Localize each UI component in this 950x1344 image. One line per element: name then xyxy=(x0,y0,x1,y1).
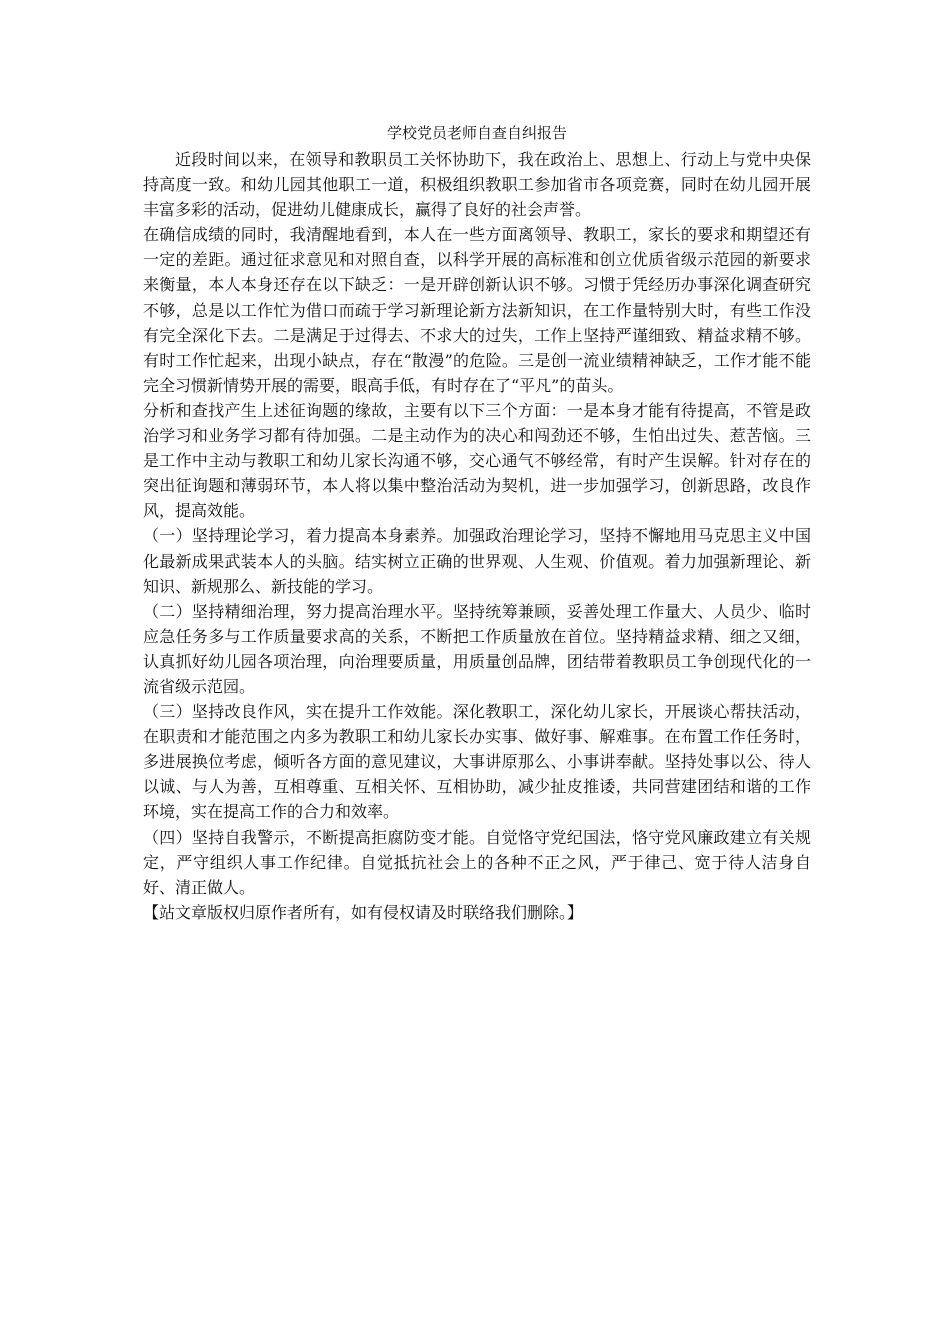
copyright-notice: 【站文章版权归原作者所有，如有侵权请及时联络我们删除。】 xyxy=(143,902,584,922)
paragraph-measure-3: （三）坚持改良作风，实在提升工作效能。深化教职工，深化幼儿家长，开展谈心帮扶活动，在职责和才能范围之内多为教职工和幼儿家长办实事、做好事、解难事。在布置工作任务时，多进展换位考虑，倾听各方面的意见建议，大事讲原那么、小事讲奉献。坚持处事以公、待人以诚、与人为善，互相尊重、互相关怀、互相协助，减少扯皮推诿，共同营建团结和谐的工作环境，实在提高工作的合力和效率。 xyxy=(143,702,811,822)
paragraph-measure-1: （一）坚持理论学习，着力提高本身素养。加强政治理论学习，坚持不懈地用马克思主义中国化最新成果武装本人的头脑。结实树立正确的世界观、人生观、价值观。着力加强新理论、新知识、新规那么、新技能的学习。 xyxy=(143,526,811,596)
document-title: 学校党员老师自查自纠报告 xyxy=(386,124,567,142)
paragraph-causes: 分析和查找产生上述征询题的缘故，主要有以下三个方面：一是本身才能有待提高，不管是政治学习和业务学习都有待加强。二是主动作为的决心和闯劲还不够，生怕出过失、惹苦恼。三是工作中主动与教职工和幼儿家长沟通不够，交心通气不够经常，有时产生误解。针对存在的突出征询题和薄弱环节，本人将以集中整治活动为契机，进一步加强学习，创新思路，改良作风，提高效能。 xyxy=(143,400,811,521)
document-body xyxy=(143,121,811,925)
paragraph-measure-4: （四）坚持自我警示，不断提高拒腐防变才能。自觉恪守党纪国法，恪守党风廉政建立有关规定，严守组织人事工作纪律。自觉抵抗社会上的各种不正之风，严于律己、宽于待人洁身自好、清正做人。 xyxy=(143,827,811,897)
paragraph-shortcomings: 在确信成绩的同时，我清醒地看到，本人在一些方面离领导、教职工，家长的要求和期望还有一定的差距。通过征求意见和对照自查，以科学开展的高标准和创立优质省级示范园的新要求来衡量，本人本身还存在以下缺乏：一是开辟创新认识不够。习惯于凭经历办事深化调查研究不够，总是以工作忙为借口而疏于学习新理论新方法新知识，在工作量特别大时，有些工作没有完全深化下去。二是满足于过得去、不求大的过失，工作上坚持严谨细致、精益求精不够。有时工作忙起来，出现小缺点，存在“散漫”的危险。三是创一流业绩精神缺乏，工作才能不能完全习惯新情势开展的需要，眼高手低，有时存在了“平凡”的苗头。 xyxy=(143,225,811,395)
paragraph-intro: 近段时间以来，在领导和教职员工关怀协助下，我在政治上、思想上、行动上与党中央保持高度一致。和幼儿园其他职工一道，积极组织教职工参加省市各项竞赛，同时在幼儿园开展丰富多彩的活动，促进幼儿健康成长，赢得了良好的社会声誉。 xyxy=(143,150,811,220)
paragraph-measure-2: （二）坚持精细治理，努力提高治理水平。坚持统筹兼顾，妥善处理工作量大、人员少、临时应急任务多与工作质量要求高的关系，不断把工作质量放在首位。坚持精益求精、细之又细，认真抓好幼儿园各项治理，向治理要质量，用质量创品牌，团结带着教职员工争创现代化的一流省级示范园。 xyxy=(143,601,811,696)
